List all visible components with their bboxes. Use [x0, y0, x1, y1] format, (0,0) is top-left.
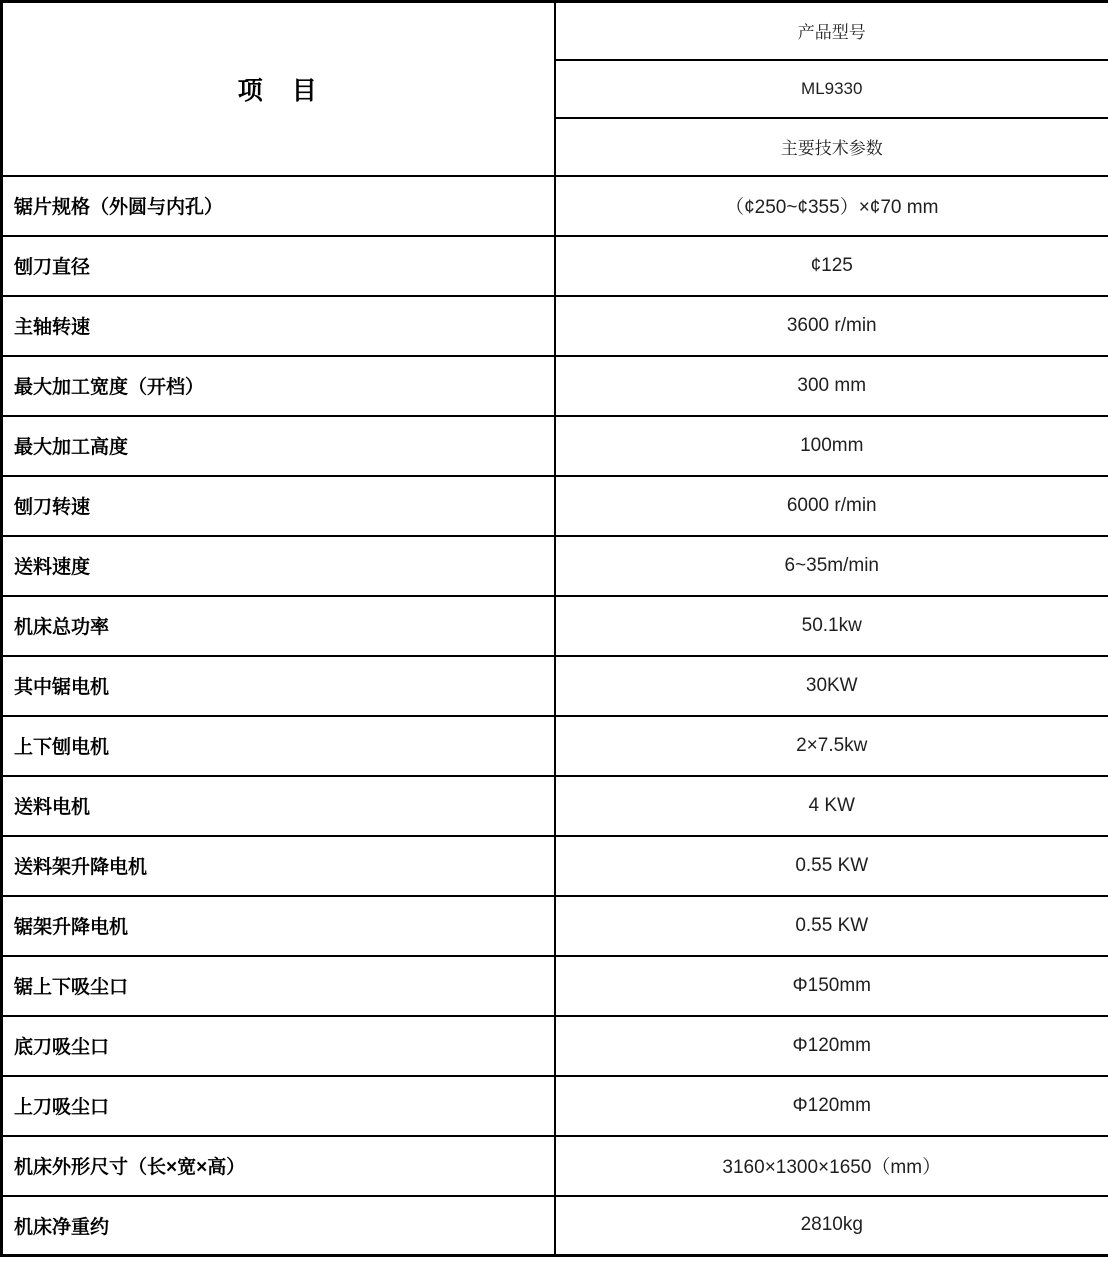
spec-value: 4 KW	[555, 776, 1108, 836]
table-row	[2, 716, 1108, 776]
spec-label: 上下刨电机	[2, 716, 555, 776]
table-row	[2, 1016, 1108, 1076]
table-row	[2, 656, 1108, 716]
spec-label: 送料速度	[2, 536, 555, 596]
table-row	[2, 356, 1108, 416]
spec-label: 送料电机	[2, 776, 555, 836]
table-row	[2, 896, 1108, 956]
spec-value: 0.55 KW	[555, 896, 1108, 956]
spec-label: 机床总功率	[2, 596, 555, 656]
table-row	[2, 416, 1108, 476]
spec-label: 底刀吸尘口	[2, 1016, 555, 1076]
header-item-cell: 项 目	[2, 2, 555, 176]
header-tech-params-label: 主要技术参数	[555, 118, 1108, 176]
spec-label: 送料架升降电机	[2, 836, 555, 896]
spec-value: Φ120mm	[555, 1016, 1108, 1076]
header-model-value: ML9330	[555, 60, 1108, 118]
spec-value: Φ120mm	[555, 1076, 1108, 1136]
spec-value: 2810kg	[555, 1196, 1108, 1256]
spec-value: 3600 r/min	[555, 296, 1108, 356]
spec-value: 3160×1300×1650（mm）	[555, 1136, 1108, 1196]
spec-value: 50.1kw	[555, 596, 1108, 656]
spec-value: 0.55 KW	[555, 836, 1108, 896]
spec-value: ¢125	[555, 236, 1108, 296]
spec-label: 最大加工宽度（开档）	[2, 356, 555, 416]
spec-value: 100mm	[555, 416, 1108, 476]
spec-table-body	[2, 2, 1108, 1256]
spec-label: 上刀吸尘口	[2, 1076, 555, 1136]
spec-value: Φ150mm	[555, 956, 1108, 1016]
table-row	[2, 1076, 1108, 1136]
table-row	[2, 836, 1108, 896]
table-row	[2, 536, 1108, 596]
table-row	[2, 476, 1108, 536]
spec-value: 30KW	[555, 656, 1108, 716]
header-row-product-model	[2, 2, 1108, 60]
spec-label: 锯架升降电机	[2, 896, 555, 956]
table-row	[2, 596, 1108, 656]
spec-label: 锯片规格（外圆与内孔）	[2, 176, 555, 236]
header-product-model-label: 产品型号	[555, 2, 1108, 60]
spec-value: （¢250~¢355）×¢70 mm	[555, 176, 1108, 236]
table-row	[2, 956, 1108, 1016]
table-row	[2, 776, 1108, 836]
spec-label: 锯上下吸尘口	[2, 956, 555, 1016]
table-row	[2, 1136, 1108, 1196]
spec-value: 300 mm	[555, 356, 1108, 416]
spec-label: 刨刀直径	[2, 236, 555, 296]
spec-label: 机床外形尺寸（长×宽×高）	[2, 1136, 555, 1196]
table-row	[2, 1196, 1108, 1256]
spec-value: 6~35m/min	[555, 536, 1108, 596]
spec-label: 其中锯电机	[2, 656, 555, 716]
table-row	[2, 176, 1108, 236]
spec-label: 主轴转速	[2, 296, 555, 356]
spec-value: 2×7.5kw	[555, 716, 1108, 776]
spec-label: 刨刀转速	[2, 476, 555, 536]
table-row	[2, 236, 1108, 296]
spec-label: 机床净重约	[2, 1196, 555, 1256]
spec-label: 最大加工高度	[2, 416, 555, 476]
spec-value: 6000 r/min	[555, 476, 1108, 536]
table-row	[2, 296, 1108, 356]
